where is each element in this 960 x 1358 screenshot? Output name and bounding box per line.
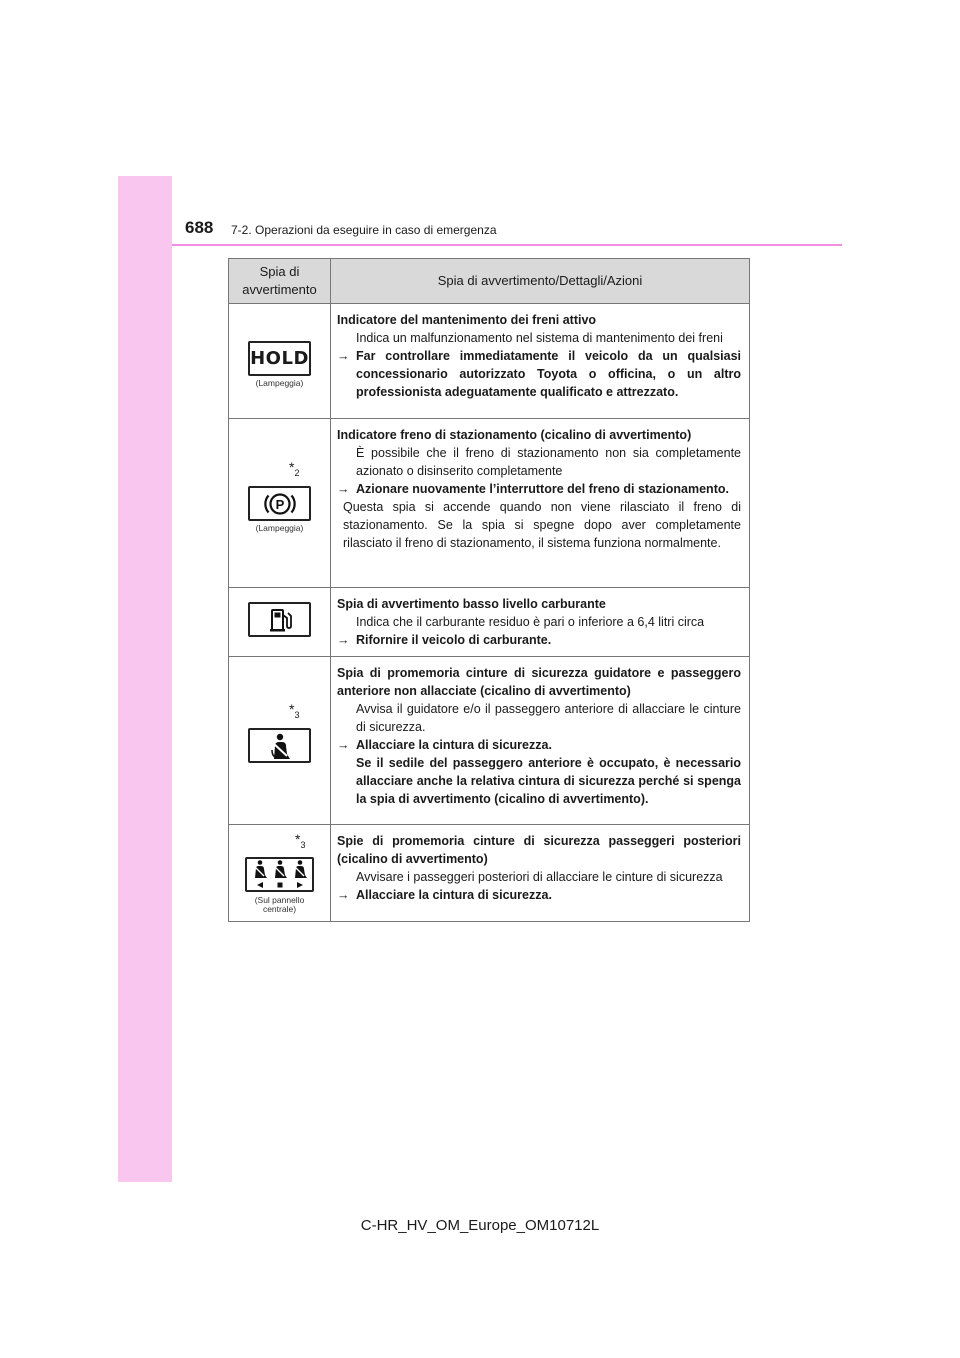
row-title: Spia di avvertimento basso livello carburante xyxy=(337,597,606,611)
table-row xyxy=(229,419,750,588)
brake-hold-icon xyxy=(248,341,311,376)
fuel-pump-icon xyxy=(248,602,311,637)
detail-cell xyxy=(331,304,750,419)
col2-header: Spia di avvertimento/Dettagli/Azioni xyxy=(331,259,750,304)
arrow-icon: → xyxy=(337,482,350,496)
icon-caption: (Lampeggia) xyxy=(255,523,304,533)
icon-cell xyxy=(229,657,331,825)
footnote-marker: $*_3$ xyxy=(295,831,306,850)
row-action: → Rifornire il veicolo di carburante. xyxy=(337,633,552,647)
arrow-icon: → xyxy=(337,738,350,752)
row-description: Avvisa il guidatore e/o il passeggero anteriore di allacciare le cinture di sicurezza. xyxy=(356,702,741,734)
table-row xyxy=(229,588,750,657)
side-color-band xyxy=(118,176,172,1182)
row-action: → Azionare nuovamente l’interruttore del freno di stazionamento. xyxy=(337,482,729,496)
page-number: 688 xyxy=(185,218,214,237)
detail-cell xyxy=(331,419,750,588)
row-description: Indica che il carburante residuo è pari o inferiore a 6,4 litri circa xyxy=(356,615,705,629)
icon-cell xyxy=(229,588,331,657)
footnote-marker: $*_3$ xyxy=(289,701,300,720)
seatbelt-icon xyxy=(248,728,311,763)
section-title: 7-2. Operazioni da eseguire in caso di emergenza xyxy=(231,223,497,237)
row-description: È possibile che il freno di stazionamento non sia completamente azionato o disinserito completamente xyxy=(356,446,741,478)
row-description: Indica un malfunzionamento nel sistema di mantenimento dei freni xyxy=(356,331,723,345)
hold-icon-text: HOLD xyxy=(250,348,309,369)
table-row xyxy=(229,657,750,825)
detail-cell xyxy=(331,588,750,657)
document-code: C-HR_HV_OM_Europe_OM10712L xyxy=(360,1217,600,1234)
footnote-marker: $*_2$ xyxy=(289,459,300,478)
table-row xyxy=(229,304,750,419)
icon-caption: (Sul pannello centrale) xyxy=(254,895,305,915)
col1-header: Spia di avvertimento xyxy=(229,259,331,304)
icon-cell xyxy=(229,304,331,419)
row-action-detail: Se il sedile del passeggero anteriore è occupato, è necessario allacciare anche la relativa cintura di sicurezza perché si spenga la spia di avvertimento (cicalino di avvertimento). xyxy=(356,756,741,806)
row-title: Indicatore del mantenimento dei freni attivo xyxy=(337,313,597,327)
arrow-icon: → xyxy=(337,633,350,647)
detail-cell xyxy=(331,825,750,922)
warning-lights-table xyxy=(228,258,750,922)
row-description: Avvisare i passeggeri posteriori di allacciare le cinture di sicurezza xyxy=(356,870,723,884)
icon-caption: (Lampeggia) xyxy=(255,378,304,388)
row-title: Spia di promemoria cinture di sicurezza guidatore e passeggero anteriore non allacciate (cicalino di avvertimento) xyxy=(337,666,741,698)
rear-seatbelt-icon xyxy=(245,857,314,892)
row-title: Spie di promemoria cinture di sicurezza passeggeri posteriori (cicalino di avvertimento) xyxy=(337,834,741,866)
row-action: → Allacciare la cintura di sicurezza. xyxy=(337,888,552,902)
table-header-row xyxy=(229,259,750,304)
row-action: → Allacciare la cintura di sicurezza. xyxy=(337,738,552,752)
detail-cell xyxy=(331,657,750,825)
row-action: → Far controllare immediatamente il veicolo da un qualsiasi concessionario autorizzato Toyota o officina, o un altro professionista adeguatamente qualificato e attrezzato. xyxy=(337,349,741,399)
table-row xyxy=(229,825,750,922)
icon-cell xyxy=(229,825,331,922)
parking-brake-icon xyxy=(248,486,311,521)
svg-text:P: P xyxy=(275,496,284,512)
header-rule xyxy=(172,244,842,246)
row-title: Indicatore freno di stazionamento (cicalino di avvertimento) xyxy=(337,428,692,442)
arrow-icon: → xyxy=(337,888,350,902)
icon-cell xyxy=(229,419,331,588)
row-extra-text: Questa spia si accende quando non viene rilasciato il freno di stazionamento. Se la spia si spegne dopo aver completamente rilasciato il freno di stazionamento, il sistema funziona normalmente. xyxy=(343,500,741,550)
arrow-icon: → xyxy=(337,349,350,363)
